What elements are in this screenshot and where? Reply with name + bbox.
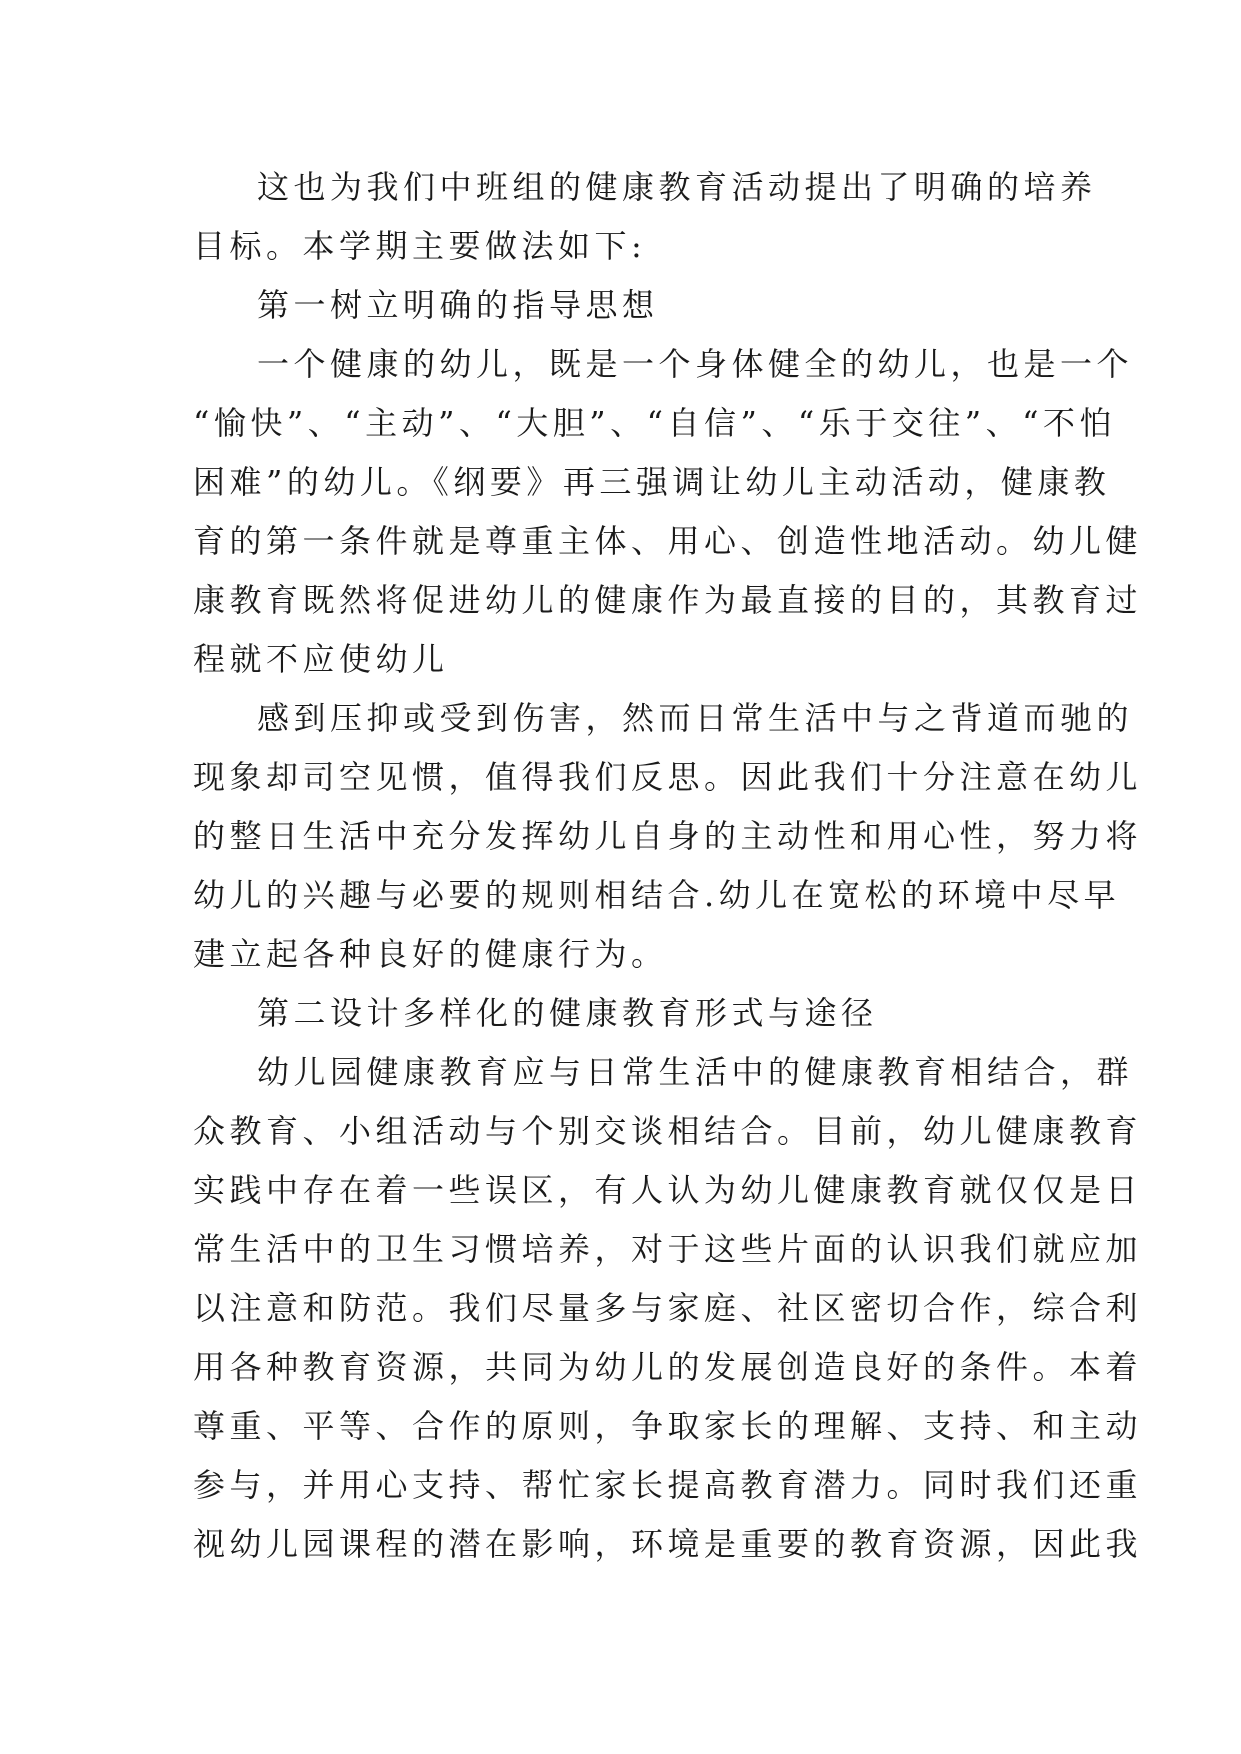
text-line: 程就不应使幼儿 — [193, 640, 449, 678]
text-line: 众教育、小组活动与个别交谈相结合。目前，幼儿健康教育 — [193, 1112, 1143, 1150]
text-line: 用各种教育资源，共同为幼儿的发展创造良好的条件。本着 — [193, 1348, 1143, 1386]
text-line: 幼儿的兴趣与必要的规则相结合.幼儿在宽松的环境中尽早 — [193, 876, 1121, 914]
text-line: 尊重、平等、合作的原则，争取家长的理解、支持、和主动 — [193, 1407, 1143, 1445]
text-line: 这也为我们中班组的健康教育活动提出了明确的培养 — [257, 168, 1097, 206]
text-line: 参与，并用心支持、帮忙家长提高教育潜力。同时我们还重 — [193, 1466, 1143, 1504]
text-line: 感到压抑或受到伤害，然而日常生活中与之背道而驰的 — [257, 699, 1134, 737]
paragraph-intro — [193, 158, 1097, 276]
text-line: 幼儿园健康教育应与日常生活中的健康教育相结合，群 — [257, 1053, 1134, 1091]
text-line: 现象却司空见惯，值得我们反思。因此我们十分注意在幼儿 — [193, 758, 1143, 796]
text-line: 实践中存在着一些误区，有人认为幼儿健康教育就仅仅是日 — [193, 1171, 1143, 1209]
text-line: 育的第一条件就是尊重主体、用心、创造性地活动。幼儿健 — [193, 522, 1143, 560]
heading-text: 第二设计多样化的健康教育形式与途径 — [257, 994, 878, 1032]
text-line: “愉快”、“主动”、“大胆”、“自信”、“乐于交往”、“不怕 — [193, 404, 1116, 442]
section-heading-2 — [193, 984, 1053, 1043]
paragraph-healthy-child — [193, 335, 1143, 689]
text-line: 视幼儿园课程的潜在影响，环境是重要的教育资源，因此我 — [193, 1525, 1143, 1563]
text-line: 常生活中的卫生习惯培养，对于这些片面的认识我们就应加 — [193, 1230, 1143, 1268]
document-page — [193, 158, 1143, 1574]
text-line: 一个健康的幼儿，既是一个身体健全的幼儿，也是一个 — [257, 345, 1134, 383]
section-heading-1 — [193, 276, 1053, 335]
text-line: 困难”的幼儿。《纲要》再三强调让幼儿主动活动，健康教 — [193, 463, 1111, 501]
paragraph-kindergarten — [193, 1043, 1143, 1574]
paragraph-pressure — [193, 689, 1143, 984]
text-line: 的整日生活中充分发挥幼儿自身的主动性和用心性，努力将 — [193, 817, 1143, 855]
text-line: 目标。本学期主要做法如下: — [193, 227, 647, 265]
heading-text: 第一树立明确的指导思想 — [257, 286, 659, 324]
text-line: 以注意和防范。我们尽量多与家庭、社区密切合作，综合利 — [193, 1289, 1143, 1327]
text-line: 建立起各种良好的健康行为。 — [193, 935, 668, 973]
text-line: 康教育既然将促进幼儿的健康作为最直接的目的，其教育过 — [193, 581, 1143, 619]
